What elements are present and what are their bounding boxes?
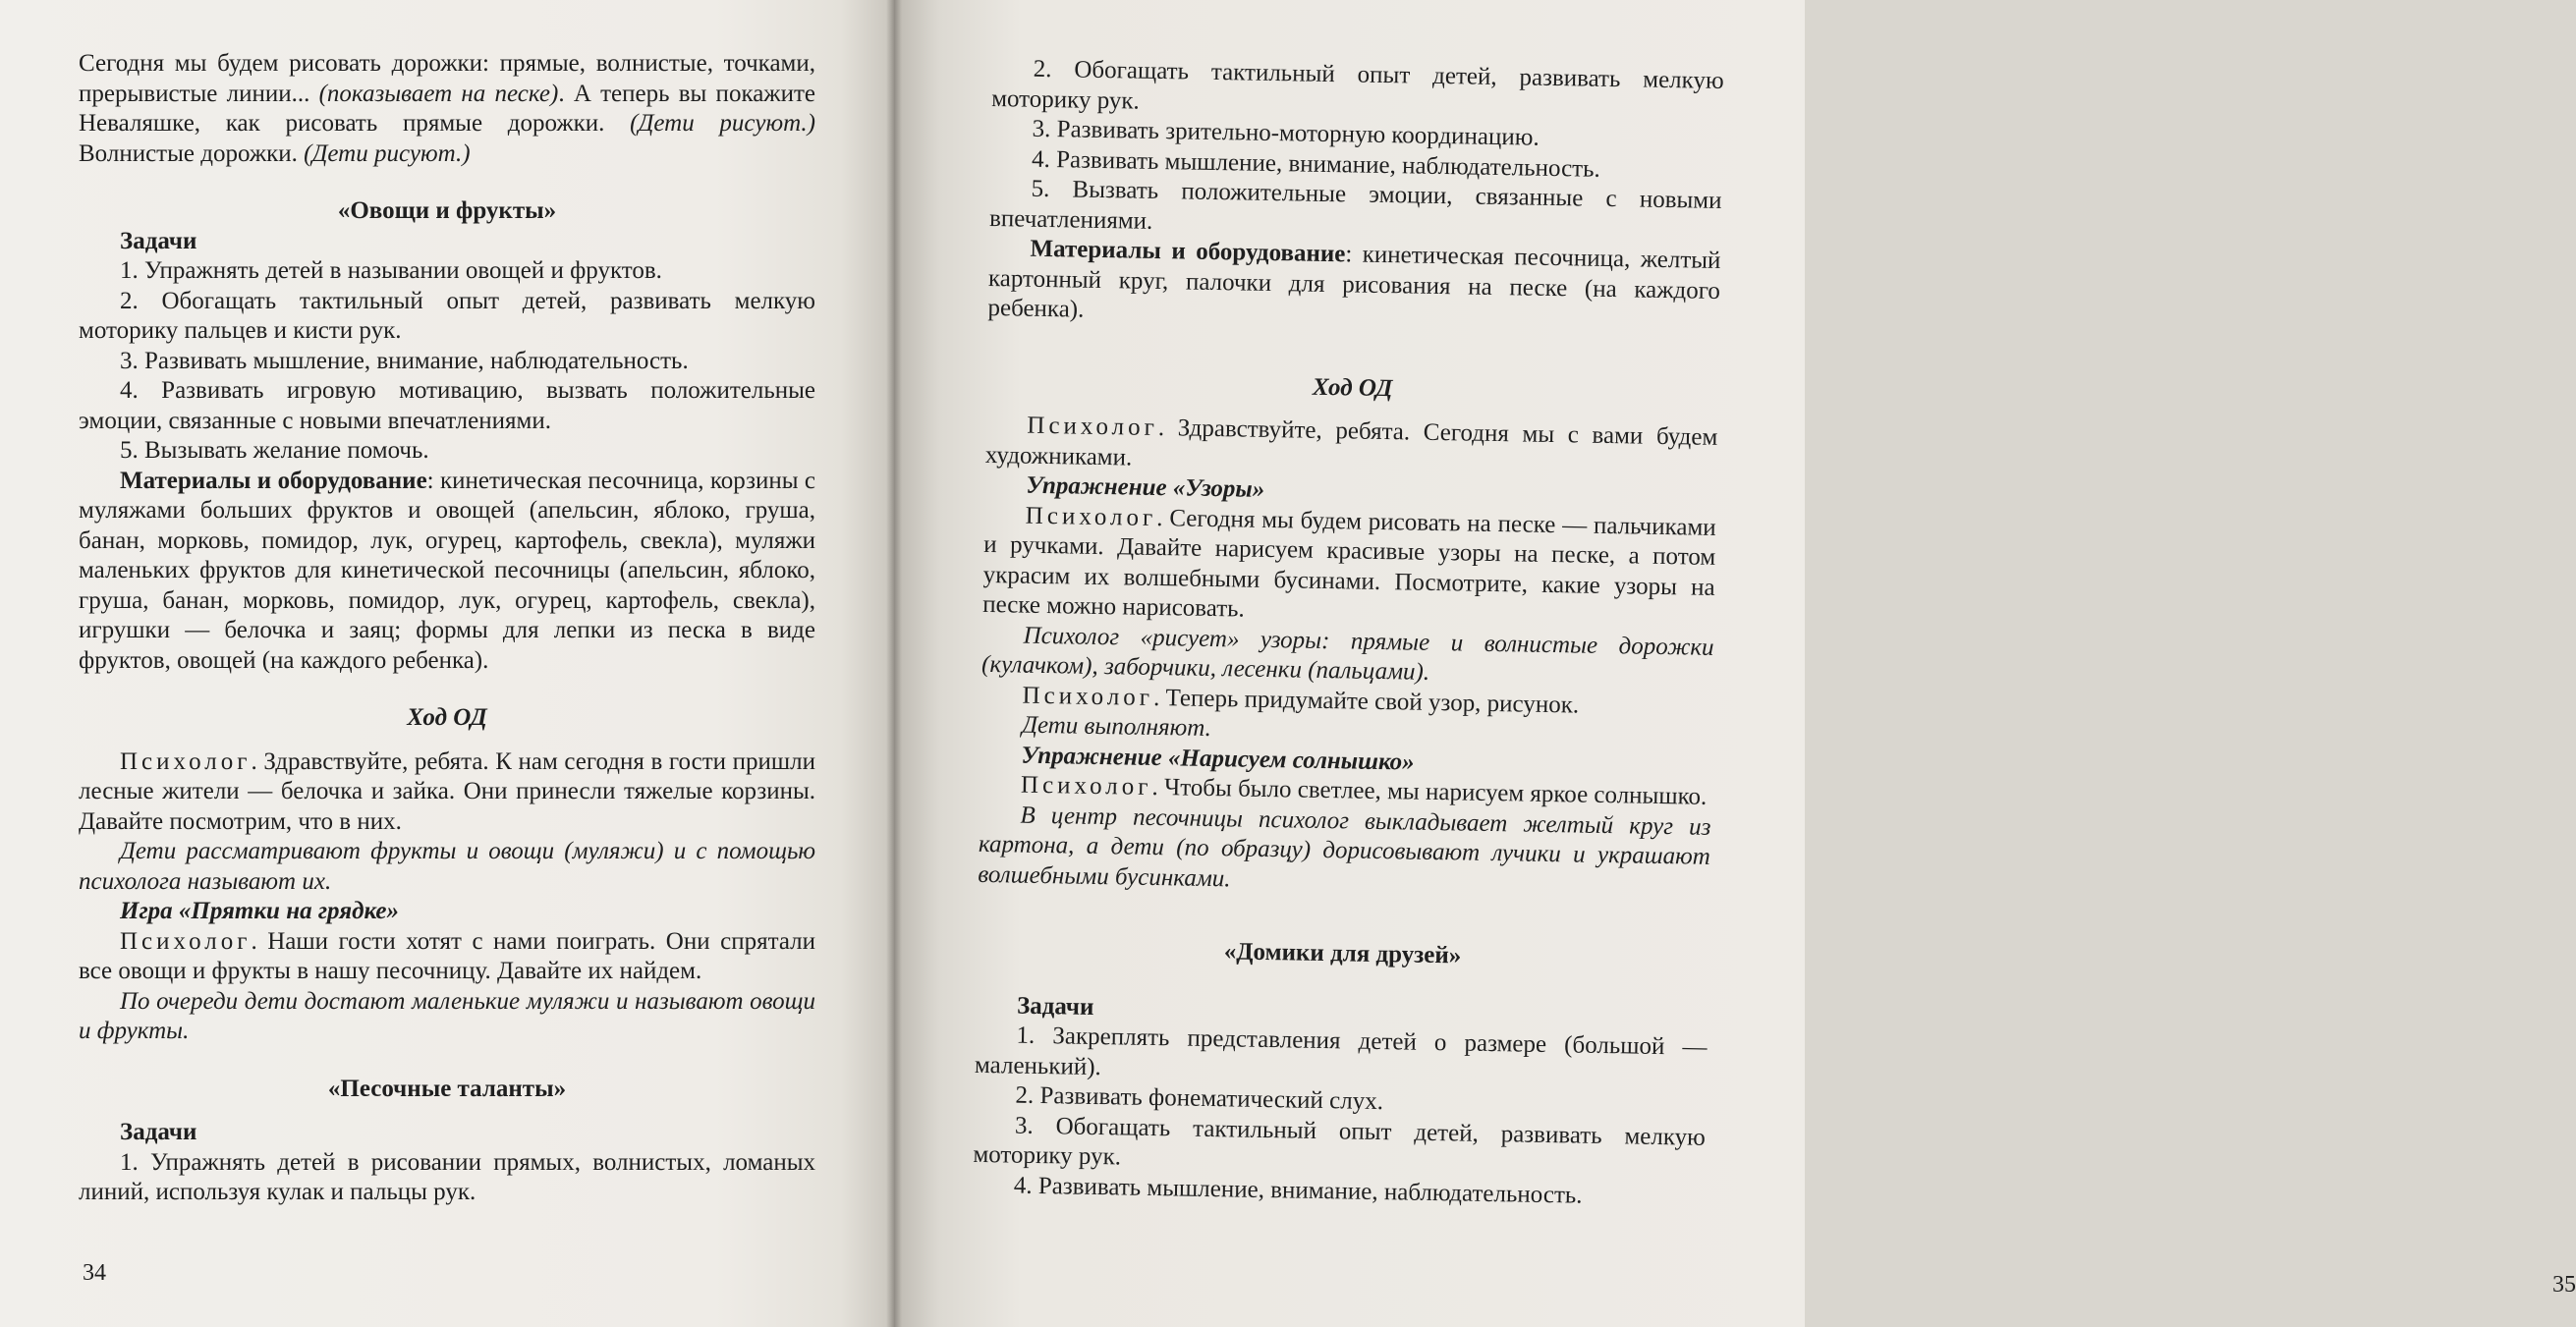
task-item: 2. Обогащать тактильный опыт детей, развивать мелкую моторику рук. <box>990 55 1724 115</box>
dialogue-paragraph: Психолог. Сегодня мы будем рисовать на песке — пальчиками и ручками. Давайте нарисуем красивые узоры на песке, а потом украсим их волшебными бусинами. Посмотрите, какие узоры на песке можно нарисовать. <box>981 502 1716 623</box>
task-item: 2. Обогащать тактильный опыт детей, развивать мелкую моторику пальцев и кисти рук. <box>79 287 815 344</box>
left-page <box>0 0 894 1327</box>
stage-direction: По очереди дети достают маленькие муляжи и называют овощи и фрукты. <box>79 987 815 1044</box>
tasks-heading: Задачи <box>1016 992 1094 1021</box>
page-number-right: 35 <box>2552 1272 2576 1298</box>
materials-paragraph: Материалы и оборудование: кинетическая песочница, желтый картонный круг, палочки для рисования на песке (на каждого ребенка). <box>987 235 1721 323</box>
intro-paragraph: Сегодня мы будем рисовать дорожки: прямые, волнистые, точками, прерывистые линии... (показывает на песке). А теперь вы покажите Неваляшке, как рисовать прямые дорожки. (Дети рисуют.) Волнистые дорожки. (Дети рисуют.) <box>79 50 815 167</box>
stage-direction: Дети рассматривают фрукты и овощи (муляжи) и с помощью психолога называют их. <box>79 838 815 895</box>
page-number-left: 34 <box>83 1260 106 1286</box>
book-gutter <box>886 0 902 1327</box>
hod-od-heading: Ход ОД <box>407 704 487 731</box>
task-item: 2. Развивать фонематический слух. <box>1015 1081 1384 1116</box>
tasks-heading: Задачи <box>120 1119 197 1145</box>
dialogue-paragraph: Психолог. Чтобы было светлее, мы нарисуем яркое солнышко. <box>1020 771 1708 810</box>
task-item: 3. Развивать зрительно-моторную координацию. <box>1032 115 1540 151</box>
task-item: 3. Обогащать тактильный опыт детей, развивать мелкую моторику рук. <box>973 1112 1707 1171</box>
exercise-heading: Упражнение «Нарисуем солнышко» <box>1021 742 1415 776</box>
task-item: 3. Развивать мышление, внимание, наблюдательность. <box>120 347 689 374</box>
task-item: 4. Развивать мышление, внимание, наблюдательность. <box>1013 1172 1583 1209</box>
task-item: 1. Упражнять детей в назывании овощей и фруктов. <box>120 257 662 284</box>
game-heading: Игра «Прятки на грядке» <box>120 898 400 924</box>
exercise-heading: Упражнение «Узоры» <box>1026 471 1265 503</box>
section-title-vegetables: «Овощи и фрукты» <box>337 197 557 224</box>
section-title-sand-talents: «Песочные таланты» <box>327 1075 567 1102</box>
dialogue-paragraph: Психолог. Здравствуйте, ребята. Сегодня мы с вами будем художниками. <box>984 412 1718 471</box>
right-page <box>894 0 2576 1327</box>
right-page-text <box>973 54 1724 1213</box>
task-item: 5. Вызвать положительные эмоции, связанные с новыми впечатлениями. <box>988 175 1722 235</box>
stage-direction: В центр песочницы психолог выкладывает желтый круг из картона, а дети (по образцу) дорисовывают лучики и украшают волшебными бусинками. <box>978 802 1711 892</box>
stage-direction: Психолог «рисует» узоры: прямые и волнистые дорожки (кулачком), заборчики, лесенки (пальцами). <box>980 622 1714 686</box>
task-item: 1. Закреплять представления детей о размере (большой — маленький). <box>974 1022 1708 1080</box>
dialogue-paragraph: Психолог. Наши гости хотят с нами поиграть. Они спрятали все овощи и фрукты в нашу песочницу. Давайте их найдем. <box>79 927 815 984</box>
dialogue-paragraph: Психолог. Здравствуйте, ребята. К нам сегодня в гости пришли лесные жители — белочка и зайка. Они принесли тяжелые корзины. Давайте посмотрим, что в них. <box>79 747 815 835</box>
hod-od-heading: Ход ОД <box>1312 373 1393 402</box>
task-item: 4. Развивать мышление, внимание, наблюдательность. <box>1031 145 1601 183</box>
task-item: 4. Развивать игровую мотивацию, вызвать положительные эмоции, связанные с новыми впечатлениями. <box>79 377 815 434</box>
dialogue-paragraph: Психолог. Теперь придумайте свой узор, рисунок. <box>1022 682 1580 719</box>
task-item: 5. Вызывать желание помочь. <box>120 437 429 464</box>
stage-direction: Дети выполняют. <box>1021 711 1212 742</box>
tasks-heading: Задачи <box>120 227 197 254</box>
left-page-text <box>79 49 815 1208</box>
task-item: 1. Упражнять детей в рисовании прямых, волнистых, ломаных линий, используя кулак и пальцы рук. <box>79 1148 815 1205</box>
materials-paragraph: Материалы и оборудование: кинетическая песочница, корзины с муляжами больших фруктов и овощей (апельсин, яблоко, груша, банан, морковь, помидор, лук, огурец, картофель, свекла), муляжи маленьких фруктов для кинетической песочницы (апельсин, яблоко, груша, банан, морковь, помидор, лук, огурец, картофель, свекла), игрушки — белочка и заяц; формы для лепки из песка в виде фруктов, овощей (на каждого ребенка). <box>79 467 816 674</box>
section-title-houses: «Домики для друзей» <box>1223 938 1462 969</box>
